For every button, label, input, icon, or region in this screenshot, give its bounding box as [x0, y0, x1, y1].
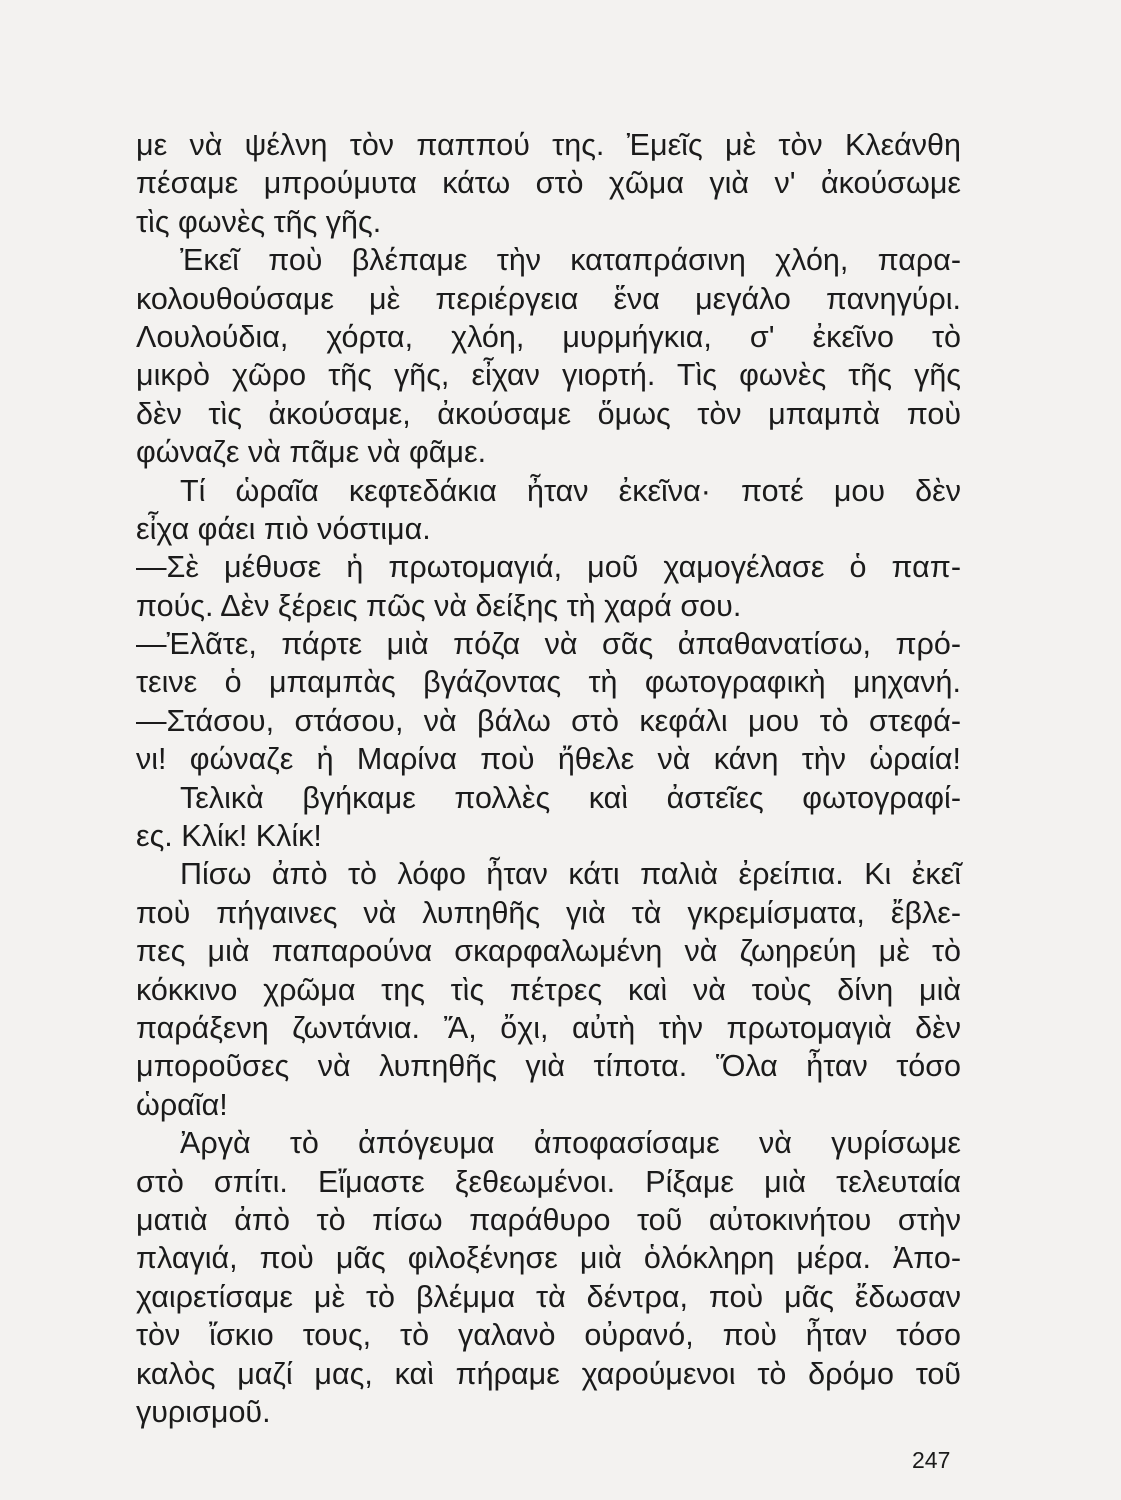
- page-number: 247: [912, 1447, 951, 1473]
- text-line: Τί ὡραῖα κεφτεδάκια ἦταν ἐκεῖνα· ποτέ μου δὲν: [180, 473, 961, 508]
- text-line: παράξενη ζωντάνια. Ἄ, ὄχι, αὐτὴ τὴν πρωτομαγιὰ δὲν: [136, 1010, 961, 1045]
- text-line: Ἀργὰ τὸ ἀπόγευμα ἀποφασίσαμε νὰ γυρίσωμε: [180, 1126, 961, 1161]
- text-line: μικρὸ χῶρο τῆς γῆς, εἶχαν γιορτή. Τὶς φωνὲς τῆς γῆς: [136, 358, 961, 393]
- text-line: κόκκινο χρῶμα της τὶς πέτρες καὶ νὰ τοὺς δίνη μιὰ: [136, 972, 961, 1007]
- text-line: ες. Κλίκ! Κλίκ!: [136, 819, 322, 854]
- text-line: νι! φώναζε ἡ Μαρίνα ποὺ ἤθελε νὰ κάνη τὴν ὡραία!: [136, 742, 961, 777]
- text-line: καλὸς μαζί μας, καὶ πήραμε χαρούμενοι τὸ δρόμο τοῦ: [136, 1356, 961, 1391]
- text-line: Πίσω ἀπὸ τὸ λόφο ἦταν κάτι παλιὰ ἐρείπια. Κι ἐκεῖ: [180, 857, 961, 892]
- text-line: μποροῦσες νὰ λυπηθῆς γιὰ τίποτα. Ὅλα ἦταν τόσο: [136, 1049, 961, 1084]
- text-line: Λουλούδια, χόρτα, χλόη, μυρμήγκια, σ' ἐκεῖνο τὸ: [136, 319, 961, 354]
- text-line: —Σὲ μέθυσε ἡ πρωτομαγιά, μοῦ χαμογέλασε ὁ παπ-: [136, 550, 961, 585]
- text-line: φώναζε νὰ πᾶμε νὰ φᾶμε.: [136, 435, 487, 470]
- text-line: πλαγιά, ποὺ μᾶς φιλοξένησε μιὰ ὁλόκληρη μέρα. Ἀπο-: [136, 1241, 961, 1276]
- text-line: ματιὰ ἀπὸ τὸ πίσω παράθυρο τοῦ αὐτοκινήτου στὴν: [136, 1202, 961, 1237]
- text-line: ποὺ πήγαινες νὰ λυπηθῆς γιὰ τὰ γκρεμίσματα, ἔβλε-: [136, 895, 961, 930]
- text-line: εἶχα φάει πιὸ νόστιμα.: [136, 511, 431, 546]
- text-line: πέσαμε μπρούμυτα κάτω στὸ χῶμα γιὰ ν' ἀκούσωμε: [136, 166, 961, 201]
- text-line: δὲν τὶς ἀκούσαμε, ἀκούσαμε ὅμως τὸν μπαμπὰ ποὺ: [136, 396, 961, 431]
- text-line: με νὰ ψέλνη τὸν παππού της. Ἐμεῖς μὲ τὸν Κλεάνθη: [136, 128, 961, 162]
- text-line: πες μιὰ παπαρούνα σκαρφαλωμένη νὰ ζωηρεύη μὲ τὸ: [136, 934, 961, 969]
- text-line: τὸν ἴσκιο τους, τὸ γαλανὸ οὐρανό, ποὺ ἦταν τόσο: [136, 1318, 961, 1353]
- text-line: στὸ σπίτι. Εἴμαστε ξεθεωμένοι. Ρίξαμε μιὰ τελευταία: [136, 1164, 961, 1199]
- text-line: κολουθούσαμε μὲ περιέργεια ἕνα μεγάλο πανηγύρι.: [136, 281, 961, 316]
- text-line: τεινε ὁ μπαμπὰς βγάζοντας τὴ φωτογραφικὴ μηχανή.: [136, 665, 961, 700]
- text-line: τὶς φωνὲς τῆς γῆς.: [136, 204, 382, 239]
- body-text: [136, 126, 961, 1431]
- text-line: —Στάσου, στάσου, νὰ βάλω στὸ κεφάλι μου τὸ στεφά-: [136, 703, 961, 738]
- text-line: Ἐκεῖ ποὺ βλέπαμε τὴν καταπράσινη χλόη, παρα-: [180, 243, 961, 278]
- text-line: γυρισμοῦ.: [136, 1394, 271, 1429]
- text-line: —Ἐλᾶτε, πάρτε μιὰ πόζα νὰ σᾶς ἀπαθανατίσω, πρό-: [136, 627, 961, 662]
- text-line: ὡραῖα!: [136, 1087, 228, 1122]
- text-line: Τελικὰ βγήκαμε πολλὲς καὶ ἀστεῖες φωτογραφί-: [180, 780, 961, 815]
- text-line: χαιρετίσαμε μὲ τὸ βλέμμα τὰ δέντρα, ποὺ μᾶς ἔδωσαν: [136, 1279, 961, 1314]
- text-line: πούς. Δὲν ξέρεις πῶς νὰ δείξης τὴ χαρά σου.: [136, 588, 742, 623]
